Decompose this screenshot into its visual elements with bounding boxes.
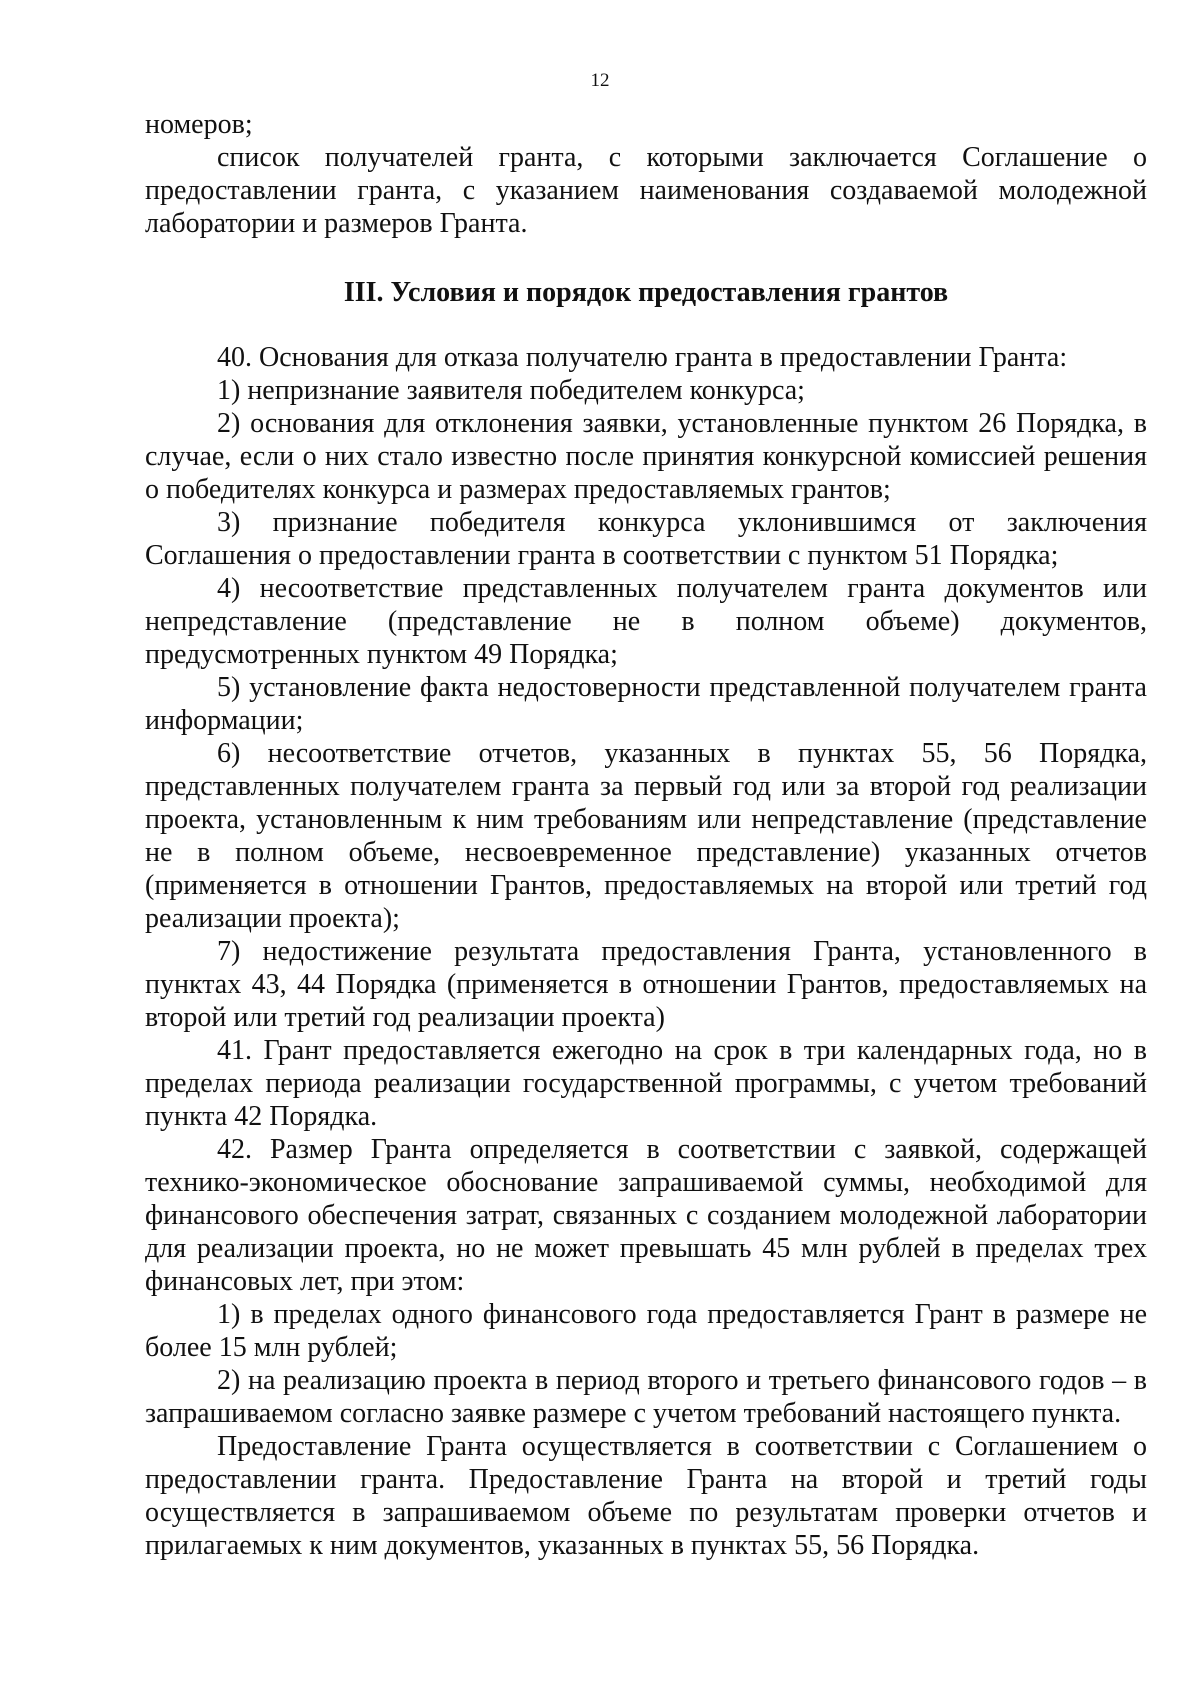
section-heading: III. Условия и порядок предоставления грантов (343, 277, 949, 308)
page-number: 12 (590, 70, 610, 91)
paragraph-subitem-2: 2) основания для отклонения заявки, установленные пунктом 26 Порядка, в случае, если о них стало известно после принятия конкурсной комиссией решения о победителях конкурса и размерах предоставляемых грантов; (145, 408, 1147, 505)
document-body (145, 108, 1147, 1562)
paragraph-subitem-6: 6) несоответствие отчетов, указанных в пунктах 55, 56 Порядка, представленных получателем гранта за первый год или за второй год реализации проекта, установленным к ним требованиям или непредставление (представление не в полном объеме, несвоевременное представление) указанных отчетов (применяется в отношении Грантов, предоставляемых на второй или третий год реализации проекта); (145, 738, 1147, 934)
paragraph-recipients-list: список получателей гранта, с которыми заключается Соглашение о предоставлении гранта, с указанием наименования создаваемой молодежной лаборатории и размеров Гранта. (145, 142, 1147, 239)
paragraph-item-42-subitem-1: 1) в пределах одного финансового года предоставляется Грант в размере не более 15 млн рублей; (145, 1299, 1147, 1363)
paragraph-item-42: 42. Размер Гранта определяется в соответствии с заявкой, содержащей технико-экономическое обоснование запрашиваемой суммы, необходимой для финансового обеспечения затрат, связанных с созданием молодежной лаборатории для реализации проекта, но не может превышать 45 млн рублей в пределах трех финансовых лет, при этом: (145, 1134, 1147, 1297)
paragraph-continuation: номеров; (145, 109, 253, 140)
paragraph-subitem-5: 5) установление факта недостоверности представленной получателем гранта информации; (145, 672, 1147, 736)
paragraph-subitem-1: 1) непризнание заявителя победителем конкурса; (217, 375, 805, 406)
paragraph-subitem-3: 3) признание победителя конкурса уклонившимся от заключения Соглашения о предоставлении гранта в соответствии с пунктом 51 Порядка; (145, 507, 1147, 571)
paragraph-grant-provision: Предоставление Гранта осуществляется в соответствии с Соглашением о предоставлении гранта. Предоставление Гранта на второй и третий годы осуществляется в запрашиваемом объеме по результатам проверки отчетов и прилагаемых к ним документов, указанных в пунктах 55, 56 Порядка. (145, 1431, 1147, 1561)
paragraph-subitem-7: 7) недостижение результата предоставления Гранта, установленного в пунктах 43, 44 Порядка (применяется в отношении Грантов, предоставляемых на второй или третий год реализации проекта) (145, 936, 1147, 1033)
paragraph-item-41: 41. Грант предоставляется ежегодно на срок в три календарных года, но в пределах периода реализации государственной программы, с учетом требований пункта 42 Порядка. (145, 1035, 1147, 1132)
paragraph-item-40: 40. Основания для отказа получателю гранта в предоставлении Гранта: (217, 342, 1068, 373)
paragraph-subitem-4: 4) несоответствие представленных получателем гранта документов или непредставление (представление не в полном объеме) документов, предусмотренных пунктом 49 Порядка; (145, 573, 1147, 670)
paragraph-item-42-subitem-2: 2) на реализацию проекта в период второго и третьего финансового годов – в запрашиваемом согласно заявке размере с учетом требований настоящего пункта. (145, 1365, 1147, 1429)
